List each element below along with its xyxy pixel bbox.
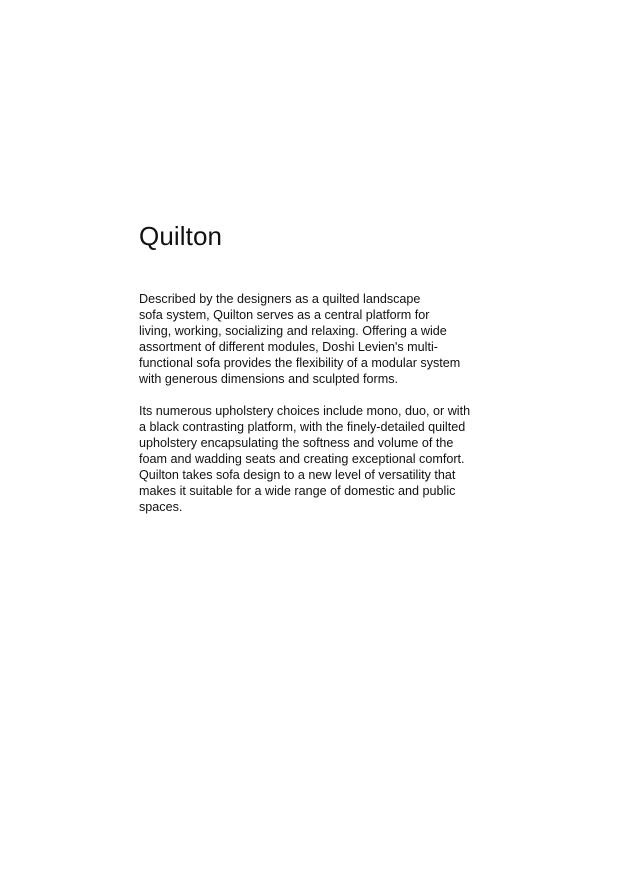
paragraph-line: Described by the designers as a quilted landscape (139, 292, 421, 306)
paragraph-line: Its numerous upholstery choices include mono, duo, or with (139, 404, 471, 418)
paragraph-line: a black contrasting platform, with the finely-detailed quilted (139, 420, 466, 434)
paragraph-line: with generous dimensions and sculpted forms. (139, 372, 399, 386)
page-title: Quilton (139, 221, 223, 251)
paragraph-line: foam and wadding seats and creating exceptional comfort. (139, 452, 465, 466)
article-content (139, 219, 485, 531)
paragraph-line: Quilton takes sofa design to a new level of versatility that (139, 468, 456, 482)
paragraph-2 (139, 403, 485, 515)
paragraph-line: functional sofa provides the flexibility of a modular system (139, 356, 461, 370)
article-body (139, 291, 485, 515)
paragraph-1 (139, 291, 485, 387)
paragraph-line: spaces. (139, 500, 183, 514)
paragraph-line: upholstery encapsulating the softness and volume of the (139, 436, 454, 450)
paragraph-line: sofa system, Quilton serves as a central platform for (139, 308, 430, 322)
paragraph-line: living, working, socializing and relaxing. Offering a wide (139, 324, 447, 338)
paragraph-line: assortment of different modules, Doshi Levien's multi- (139, 340, 438, 354)
paragraph-line: makes it suitable for a wide range of domestic and public (139, 484, 456, 498)
